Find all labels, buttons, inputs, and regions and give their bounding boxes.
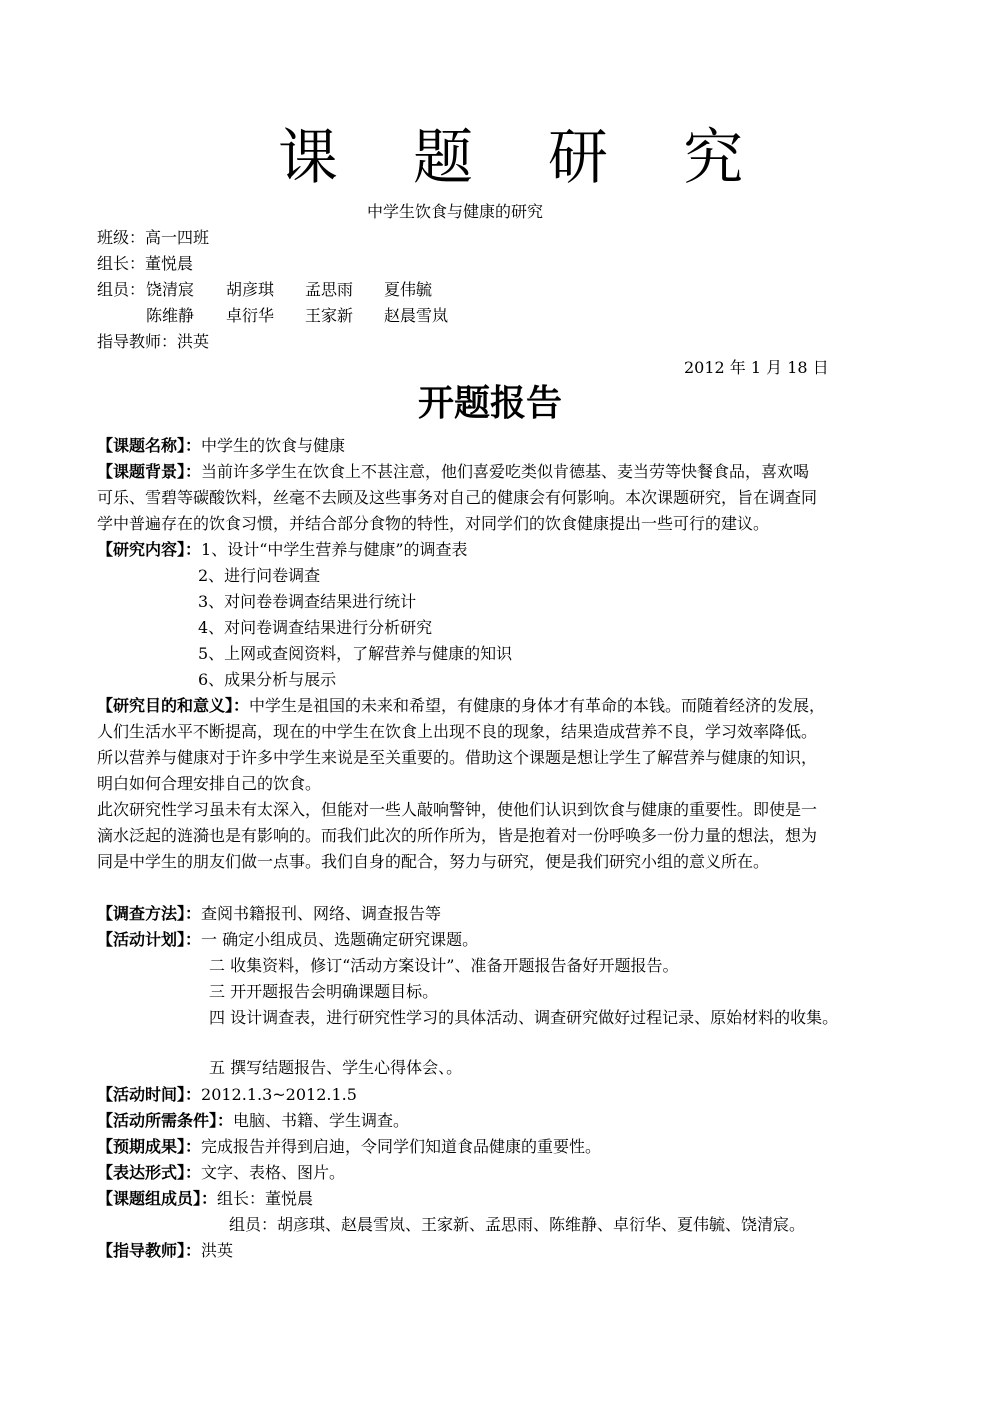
member-name: 陈维静 — [146, 306, 195, 325]
method-label: 【调查方法】： — [97, 904, 202, 923]
purpose-line: 同是中学生的朋友们做一点事。我们自身的配合，努力与研究，便是我们研究小组的意义所在。 — [97, 852, 770, 871]
expected-label: 【预期成果】： — [97, 1137, 202, 1156]
purpose-line: 此次研究性学习虽未有太深入，但能对一些人敲响警钟，使他们认识到饮食与健康的重要性。即使是一 — [97, 800, 818, 819]
form-value: 文字、表格、图片。 — [201, 1163, 346, 1182]
content-item: 4、对问卷调查结果进行分析研究 — [198, 618, 433, 637]
group-label: 【课题组成员】： — [97, 1189, 218, 1208]
content-label: 【研究内容】： — [97, 540, 202, 559]
expected-row — [97, 1134, 601, 1160]
purpose-label: 【研究目的和意义】： — [97, 696, 250, 715]
plan-label: 【活动计划】： — [97, 930, 202, 949]
conditions-row — [97, 1108, 409, 1134]
purpose-line: 滴水泛起的涟漪也是有影响的。而我们此次的所作所为，皆是抱着对一份呼唤多一份力量的想法，想为 — [97, 826, 818, 845]
background-label: 【课题背景】： — [97, 462, 202, 481]
topic-name-label: 【课题名称】： — [97, 436, 202, 455]
content-item: 5、上网或查阅资料，了解营养与健康的知识 — [198, 644, 513, 663]
background-line: 学中普遍存在的饮食习惯，并结合部分食物的特性，对同学们的饮食健康提出一些可行的建议。 — [97, 514, 770, 533]
plan-row — [97, 927, 478, 953]
member-name: 卓衍华 — [226, 306, 275, 325]
teacher-label: 【指导教师】： — [97, 1241, 202, 1260]
plan-item: 二 收集资料，修订“活动方案设计”、准备开题报告备好开题报告。 — [209, 956, 679, 975]
content-item: 2、进行问卷调查 — [198, 566, 321, 585]
background-line: 可乐、雪碧等碳酸饮料，丝毫不去顾及这些事务对自己的健康会有何影响。本次课题研究，旨在调查同 — [97, 488, 818, 507]
purpose-line: 所以营养与健康对于许多中学生来说是至关重要的。借助这个课题是想让学生了解营养与健康的知识， — [97, 748, 818, 767]
content-item: 6、成果分析与展示 — [198, 670, 337, 689]
group-leader: 组长：董悦晨 — [217, 1189, 314, 1208]
purpose-row — [97, 693, 825, 719]
member-name: 孟思雨 — [305, 280, 354, 299]
member-name: 胡彦琪 — [226, 280, 275, 299]
conditions-label: 【活动所需条件】： — [97, 1111, 234, 1130]
plan-item: 一 确定小组成员、选题确定研究课题。 — [201, 930, 479, 949]
form-label: 【表达形式】： — [97, 1163, 202, 1182]
teacher-row — [97, 1238, 233, 1264]
time-value: 2012.1.3~2012.1.5 — [201, 1085, 357, 1104]
group-row — [97, 1186, 313, 1212]
member-name: 赵晨雪岚 — [384, 306, 449, 325]
method-value: 查阅书籍报刊、网络、调查报告等 — [201, 904, 442, 923]
time-row — [97, 1082, 357, 1108]
form-row — [97, 1160, 345, 1186]
leader-line: 组长：董悦晨 — [97, 254, 194, 273]
topic-name-value: 中学生的饮食与健康 — [201, 436, 346, 455]
class-line: 班级：高一四班 — [97, 228, 210, 247]
member-name: 王家新 — [305, 306, 354, 325]
plan-item: 五 撰写结题报告、学生心得体会、。 — [209, 1058, 463, 1077]
members-label: 组员： — [97, 280, 146, 299]
teacher-value: 洪英 — [201, 1241, 234, 1260]
plan-item: 四 设计调查表，进行研究性学习的具体活动、调查研究做好过程记录、原始材料的收集。 — [209, 1008, 839, 1027]
content-item: 3、对问卷卷调查结果进行统计 — [198, 592, 417, 611]
member-name: 夏伟毓 — [384, 280, 433, 299]
purpose-line: 中学生是祖国的未来和希望，有健康的身体才有革命的本钱。而随着经济的发展， — [249, 696, 826, 715]
expected-value: 完成报告并得到启迪，令同学们知道食品健康的重要性。 — [201, 1137, 602, 1156]
content-row — [97, 537, 468, 563]
teacher-line: 指导教师：洪英 — [97, 332, 210, 351]
topic-name-row — [97, 433, 345, 459]
purpose-line: 明白如何合理安排自己的饮食。 — [97, 774, 322, 793]
date: 2012 年 1 月 18 日 — [684, 358, 829, 377]
plan-item: 三 开开题报告会明确课题目标。 — [209, 982, 439, 1001]
member-name: 饶清宸 — [146, 280, 195, 299]
content-item: 1、设计“中学生营养与健康”的调查表 — [201, 540, 468, 559]
purpose-line: 人们生活水平不断提高，现在的中学生在饮食上出现不良的现象，结果造成营养不良，学习效率降低。 — [97, 722, 818, 741]
subtitle: 中学生饮食与健康的研究 — [366, 202, 543, 221]
group-members: 组员：胡彦琪、赵晨雪岚、王家新、孟思雨、陈维静、卓衍华、夏伟毓、饶清宸。 — [229, 1215, 806, 1234]
background-row — [97, 459, 809, 485]
background-line: 当前许多学生在饮食上不甚注意，他们喜爱吃类似肯德基、麦当劳等快餐食品，喜欢喝 — [201, 462, 810, 481]
main-title: 课 题 研 究 — [277, 123, 772, 193]
conditions-value: 电脑、书籍、学生调查。 — [233, 1111, 410, 1130]
method-row — [97, 901, 441, 927]
report-title: 开题报告 — [417, 382, 562, 424]
time-label: 【活动时间】： — [97, 1085, 202, 1104]
